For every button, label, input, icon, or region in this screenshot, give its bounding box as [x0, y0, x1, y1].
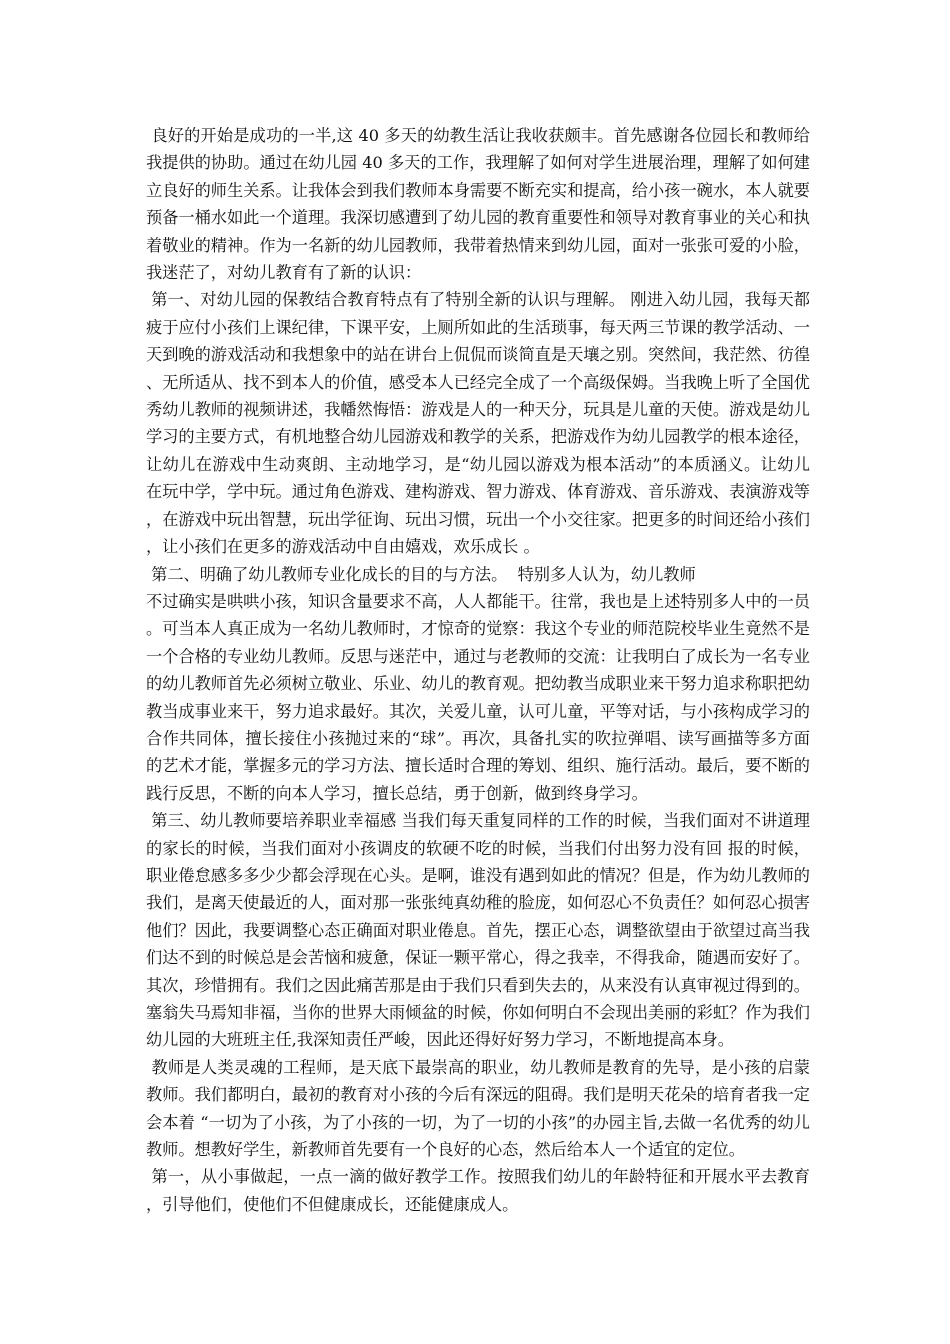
paragraph-point-one: 第一、对幼儿园的保教结合教育特点有了特别全新的认识与理解。 刚进入幼儿园，我每天都疲于应付小孩们上课纪律，下课平安，上厕所如此的生活琐事，每天两三节课的教学活动、一天到晚的游戏活动和我想象中的站在讲台上侃侃而谈简直是天壤之别。突然间，我茫然、彷徨、无所适从、找不到本人的价值，感受本人已经完全成了一个高级保姆。当我晚上听了全国优秀幼儿教师的视频讲述，我幡然悔悟：游戏是人的一种天分，玩具是儿童的天使。游戏是幼儿学习的主要方式，有机地整合幼儿园游戏和教学的关系，把游戏作为幼儿园教学的根本途径，让幼儿在游戏中生动爽朗、主动地学习，是“幼儿园以游戏为根本活动”的本质涵义。让幼儿在玩中学，学中玩。通过角色游戏、建构游戏、智力游戏、体育游戏、音乐游戏、表演游戏等，在游戏中玩出智慧，玩出学征询、玩出习惯，玩出一个小交往家。把更多的时间还给小孩们，让小孩们在更多的游戏活动中自由嬉戏，欢乐成长 。	[146, 290, 810, 557]
paragraph-point-three: 第三、幼儿教师要培养职业幸福感 当我们每天重复同样的工作的时候，当我们面对不讲道理的家长的时候，当我们面对小孩调皮的软硬不吃的时候，当我们付出努力没有回 报的时候，职业倦怠感多多少少都会浮现在心头。是啊，谁没有遇到如此的情况？但是，作为幼儿教师的我们，是离天使最近的人，面对那一张张纯真幼稚的脸庞，如何忍心不负责任？如何忍心损害他们？因此，我要调整心态正确面对职业倦息。首先，摆正心态，调整欲望由于欲望过高当我们达不到的时候总是会苦恼和疲惫，保证一颗平常心，得之我幸，不得我命，随遇而安好了。其次，珍惜拥有。我们之因此痛苦那是由于我们只看到失去的，从来没有认真审视过得到的。塞翁失马焉知非福，当你的世界大雨倾盆的时候，你如何明白不会现出美丽的彩虹？作为我们幼儿园的大班班主任,我深知责任严峻，因此还得好好努力学习，不断地提高本身。	[146, 811, 810, 1050]
paragraph-first-small-things: 第一，从小事做起，一点一滴的做好教学工作。按照我们幼儿的年龄特征和开展水平去教育，引导他们，使他们不但健康成长，还能健康成人。	[146, 1167, 810, 1214]
paragraph-point-two-heading: 第二、明确了幼儿教师专业化成长的目的与方法。 特别多人认为，幼儿教师	[146, 564, 696, 584]
paragraph-point-two-body: 不过确实是哄哄小孩，知识含量要求不高，人人都能干。往常，我也是上述特别多人中的一员。可当本人真正成为一名幼儿教师时，才惊奇的觉察：我这个专业的师范院校毕业生竟然不是一个合格的专业幼儿教师。反思与迷茫中，通过与老教师的交流：让我明白了成长为一名专业的幼儿教师首先必须树立敬业、乐业、幼儿的教育观。把幼教当成职业来干努力追求称职把幼教当成事业来干，努力追求最好。其次，关爱儿童，认可儿童，平等对话，与小孩构成学习的合作共同体，擅长接住小孩抛过来的“球”。再次，具备扎实的吹拉弹唱、读写画描等多方面的艺术才能，掌握多元的学习方法、擅长适时合理的筹划、组织、施行活动。最后，要不断的践行反思，不断的向本人学习，擅长总结，勇于创新，做到终身学习。	[146, 591, 810, 803]
document-body	[146, 122, 810, 1218]
paragraph-intro: 良好的开始是成功的一半,这 40 多天的幼教生活让我收获颇丰。首先感谢各位园长和教师给我提供的协助。通过在幼儿园 40 多天的工作，我理解了如何对学生进展治理，理解了如何建立良好的师生关系。让我体会到我们教师本身需要不断充实和提高，给小孩一碗水，本人就要预备一桶水如此一个道理。我深切感遭到了幼儿园的教育重要性和领导对教育事业的关心和执着敬业的精神。作为一名新的幼儿园教师，我带着热情来到幼儿园，面对一张张可爱的小脸，我迷茫了，对幼儿教育有了新的认识：	[146, 126, 810, 283]
paragraph-teacher-role: 教师是人类灵魂的工程师，是天底下最崇高的职业，幼儿教师是教育的先导，是小孩的启蒙教师。我们都明白，最初的教育对小孩的今后有深远的阻碍。我们是明天花朵的培育者我一定会本着 “一切为了小孩，为了小孩的一切，为了一切的小孩”的办园主旨,去做一名优秀的幼儿教师。想教好学生，新教师首先要有一个良好的心态，然后给本人一个适宜的定位。	[146, 1057, 810, 1160]
